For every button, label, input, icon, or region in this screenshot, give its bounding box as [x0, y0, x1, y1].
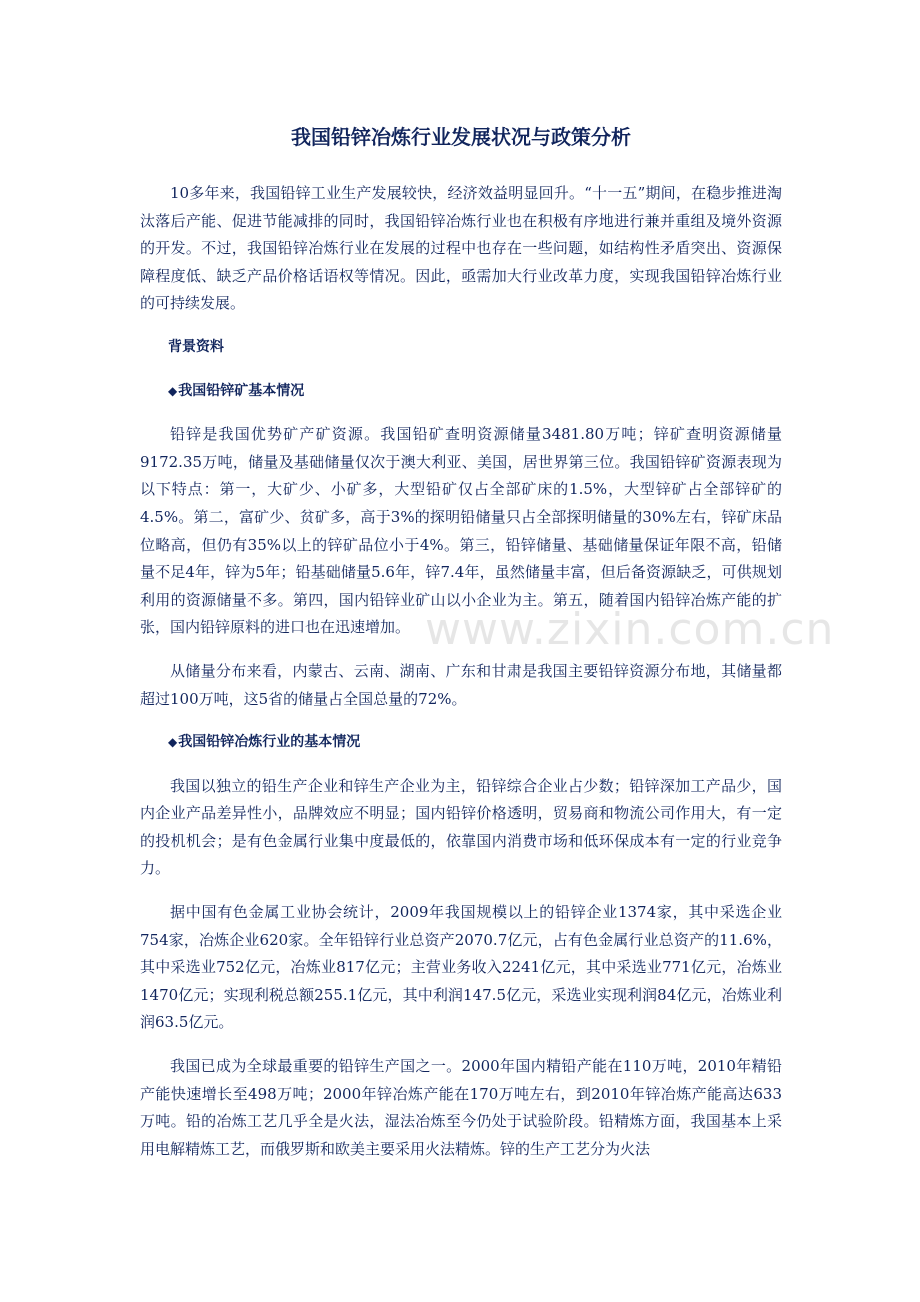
- section2-paragraph-3: 我国已成为全球最重要的铅锌生产国之一。2000年国内精铅产能在110万吨，2010年精铅产能快速增长至498万吨；2000年锌冶炼产能在170万吨左右，到2010年锌冶炼产能高达633万吨。铅的冶炼工艺几乎全是火法，湿法冶炼至今仍处于试验阶段。铅精炼方面，我国基本上采用电解精炼工艺，而俄罗斯和欧美主要采用火法精炼。锌的生产工艺分为火法: [140, 1057, 782, 1158]
- intro-paragraph: 10多年来，我国铅锌工业生产发展较快，经济效益明显回升。“十一五”期间，在稳步推进淘汰落后产能、促进节能减排的同时，我国铅锌冶炼行业也在积极有序地进行兼并重组及境外资源的开发。不过，我国铅锌冶炼行业在发展的过程中也存在一些问题，如结构性矛盾突出、资源保障程度低、缺乏产品价格话语权等情况。因此，亟需加大行业改革力度，实现我国铅锌冶炼行业的可持续发展。: [140, 184, 782, 313]
- watermark: www.zixin.com.cn: [425, 604, 835, 655]
- section2-paragraph-2: 据中国有色金属工业协会统计，2009年我国规模以上的铅锌企业1374家，其中采选企业754家，冶炼企业620家。全年铅锌行业总资产2070.7亿元，占有色金属行业总资产的11.6%，其中采选业752亿元，冶炼业817亿元；主营业务收入2241亿元，其中采选业771亿元，冶炼业1470亿元；实现利税总额255.1亿元，其中利润147.5亿元，采选业实现利润84亿元，冶炼业利润63.5亿元。: [140, 903, 782, 1032]
- document-title: 我国铅锌冶炼行业发展状况与政策分析: [291, 125, 631, 149]
- section1-paragraph-1: 铅锌是我国优势矿产矿资源。我国铅矿查明资源储量3481.80万吨；锌矿查明资源储量9172.35万吨，储量及基础储量仅次于澳大利亚、美国，居世界第三位。我国铅锌矿资源表现为以下特点：第一，大矿少、小矿多，大型铅矿仅占全部矿床的1.5%，大型锌矿占全部锌矿的4.5%。第二，富矿少、贫矿多，高于3%的探明铅储量只占全部探明储量的30%左右，锌矿床品位略高，但仍有35%以上的锌矿品位小于4%。第三，铅锌储量、基础储量保证年限不高，铅储量不足4年，锌为5年；铅基础储量5.6年，锌7.4年，虽然储量丰富，但后备资源缺乏，可供规划利用的资源储量不多。第四，国内铅锌业矿山以小企业为主。第五，随着国内铅锌冶炼产能的扩张，国内铅锌原料的进口也在迅速增加。: [140, 425, 782, 637]
- section1-paragraph-2: 从储量分布来看，内蒙古、云南、湖南、广东和甘肃是我国主要铅锌资源分布地，其储量都超过100万吨，这5省的储量占全国总量的72%。: [140, 661, 782, 708]
- section1-heading: [140, 378, 782, 406]
- document-page: [140, 118, 782, 1179]
- section2-paragraph-1: 我国以独立的铅生产企业和锌生产企业为主，铅锌综合企业占少数；铅锌深加工产品少，国内企业产品差异性小，品牌效应不明显；国内铅锌价格透明，贸易商和物流公司作用大，有一定的投机机会；是有色金属行业集中度最低的，依靠国内消费市场和低环保成本有一定的行业竞争力。: [140, 776, 782, 878]
- diamond-bullet-icon: ◆: [168, 735, 178, 750]
- section2-heading-text: 我国铅锌冶炼行业的基本情况: [178, 734, 361, 751]
- section2-heading: [140, 729, 782, 757]
- background-heading: [140, 334, 782, 362]
- background-heading-text: 背景资料: [168, 338, 224, 355]
- section1-heading-text: 我国铅锌矿基本情况: [178, 382, 305, 399]
- diamond-bullet-icon: ◆: [168, 383, 178, 398]
